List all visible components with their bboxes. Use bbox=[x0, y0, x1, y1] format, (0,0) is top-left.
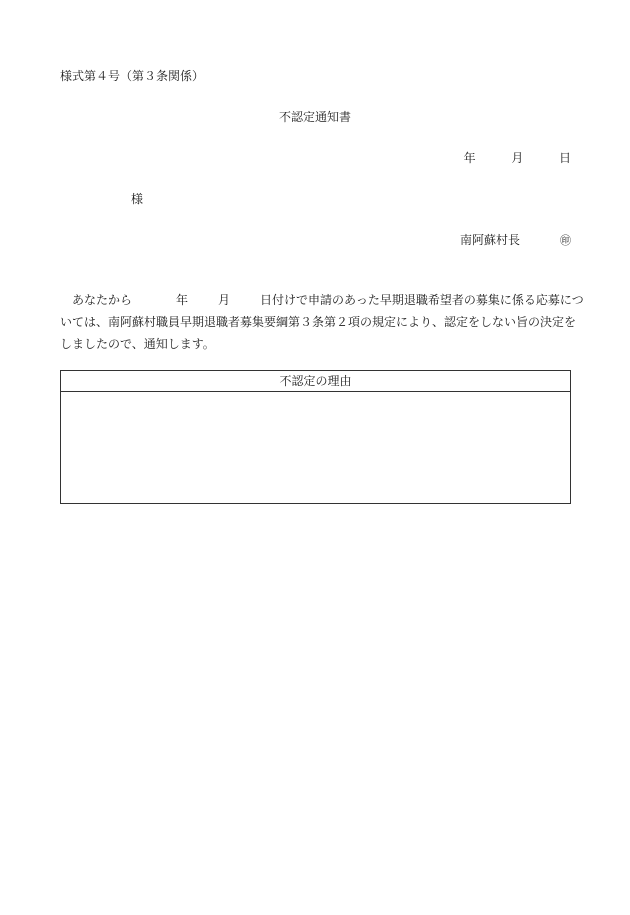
body-line-1-start: あなたから bbox=[72, 293, 133, 307]
addressee-honorific: 様 bbox=[131, 192, 144, 206]
issuer-name: 南阿蘇村長 bbox=[459, 233, 520, 247]
seal-mark-icon: ㊞ bbox=[560, 234, 571, 247]
date-day-label: 日 bbox=[558, 151, 571, 165]
document-title: 不認定通知書 bbox=[278, 110, 351, 124]
date-year-label: 年 bbox=[463, 151, 476, 165]
date-month-label: 月 bbox=[511, 151, 524, 165]
body-line-3: しましたので、通知します。 bbox=[60, 337, 215, 351]
notice-body bbox=[60, 289, 584, 355]
body-line-2: いては、南阿蘇村職員早期退職者募集要綱第３条第２項の規定により、認定をしない旨の決定を bbox=[60, 315, 577, 329]
issuer-row bbox=[460, 233, 571, 248]
body-line-1-month: 月 bbox=[218, 293, 231, 307]
date-row bbox=[464, 151, 571, 165]
body-line-1 bbox=[60, 289, 584, 311]
form-number: 様式第４号（第３条関係） bbox=[60, 69, 205, 83]
body-line-1-end: 日付けで申請のあった早期退職希望者の募集に係る応募につ bbox=[260, 293, 584, 307]
reason-table bbox=[60, 370, 571, 504]
reason-table-body bbox=[61, 392, 570, 504]
body-line-1-year: 年 bbox=[176, 293, 189, 307]
reason-table-header: 不認定の理由 bbox=[61, 371, 570, 392]
